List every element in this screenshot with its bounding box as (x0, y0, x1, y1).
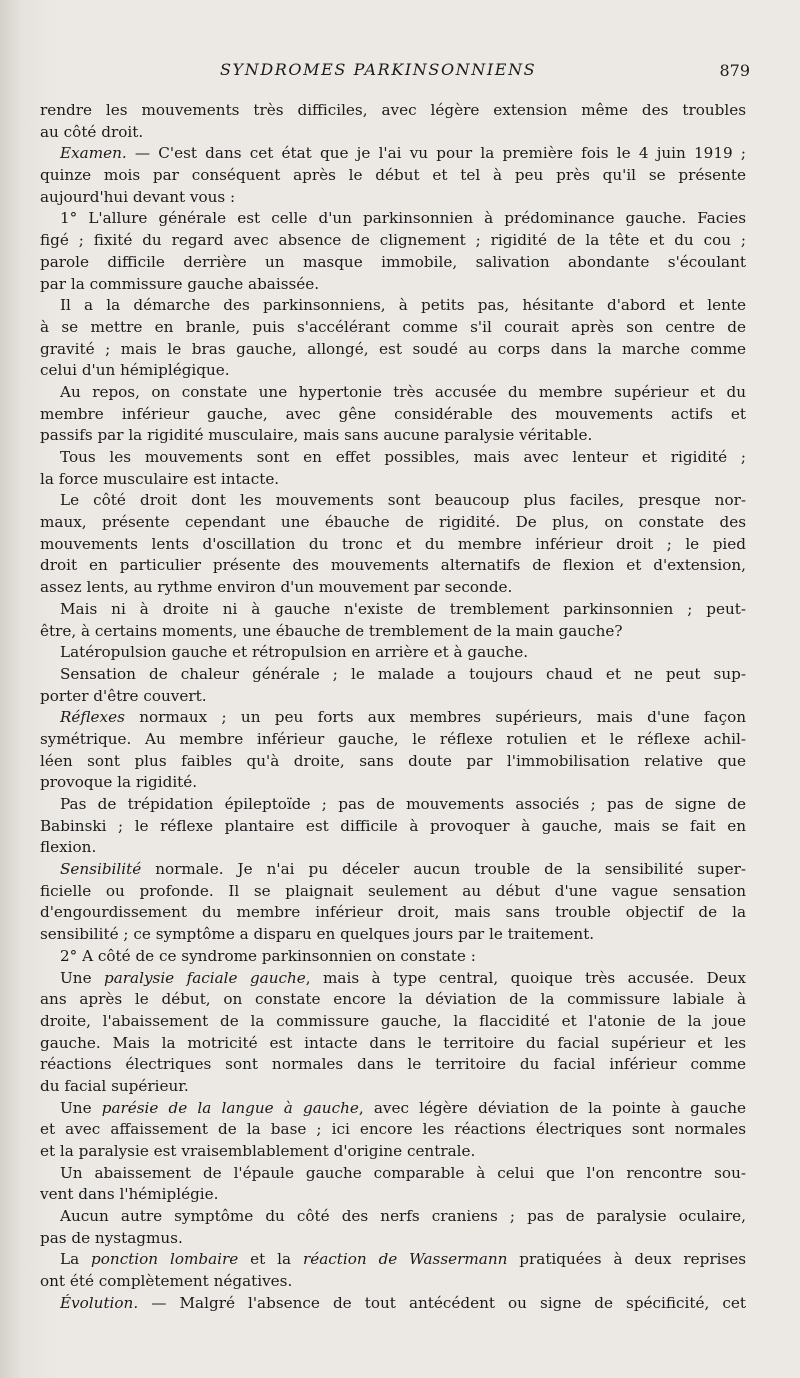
line-text: Sensation de chaleur générale ; le malade a toujours chaud et ne peut sup- (60, 664, 746, 683)
line-text: droite, l'abaissement de la commissure gauche, la flaccidité et l'atonie de la joue (40, 1011, 746, 1030)
text-line (40, 1098, 746, 1120)
text-line (40, 122, 746, 144)
line-text: du facial supérieur. (40, 1076, 189, 1095)
text-line (40, 512, 746, 534)
line-text: et la (238, 1250, 303, 1269)
text-line (40, 447, 746, 469)
text-line (40, 989, 746, 1011)
text-line (40, 1293, 746, 1315)
text-line (40, 599, 746, 621)
text-line (40, 642, 746, 664)
line-text: pas de nystagmus. (40, 1228, 183, 1247)
line-text: Une (60, 1098, 102, 1117)
line-text: quinze mois par conséquent après le début et tel à peu près qu'il se présente (40, 166, 746, 185)
text-line (40, 143, 746, 165)
text-line (40, 816, 746, 838)
text-line (40, 664, 746, 686)
line-text: à se mettre en branle, puis s'accélérant comme s'il courait après son centre de (40, 317, 746, 336)
line-text: et la paralysie est vraisemblablement d'origine centrale. (40, 1142, 476, 1160)
line-text: Tous les mouvements sont en effet possibles, mais avec lenteur et rigidité ; (60, 448, 746, 466)
text-line (40, 1011, 746, 1033)
line-text: réactions électriques sont normales dans le territoire du facial inférieur comme (40, 1055, 746, 1074)
text-line (40, 1206, 746, 1228)
text-line (40, 686, 746, 708)
text-line (40, 339, 746, 361)
line-text: par la commissure gauche abaissée. (40, 274, 320, 293)
text-line (40, 946, 746, 968)
text-line (40, 968, 746, 990)
line-text: porter d'être couvert. (40, 686, 207, 705)
text-line (40, 425, 746, 447)
line-text: provoque la rigidité. (40, 773, 198, 792)
text-line (40, 1163, 746, 1185)
text-line (40, 1184, 746, 1206)
line-text: aujourd'hui devant vous : (40, 187, 236, 206)
line-text: sensibilité ; ce symptôme a disparu en quelques jours par le traitement. (40, 925, 595, 944)
italic-text: Examen. (60, 144, 127, 163)
line-text: Au repos, on constate une hypertonie très accusée du membre supérieur et du (60, 382, 746, 401)
text-line (40, 1249, 746, 1271)
text-line (40, 165, 746, 187)
text-line (40, 1076, 746, 1098)
italic-text: réaction de Wassermann (302, 1250, 508, 1269)
text-line (40, 707, 746, 729)
text-line (40, 1271, 746, 1293)
text-line (40, 274, 746, 296)
body-text (40, 100, 746, 1315)
line-text: vent dans l'hémiplégie. (40, 1185, 219, 1204)
line-text: , mais à type central, quoique très accusée. Deux (305, 968, 746, 987)
text-line (40, 1033, 746, 1055)
line-text: Pas de trépidation épileptoïde ; pas de mouvements associés ; pas de signe de (60, 795, 746, 813)
text-line (40, 772, 746, 794)
text-line (40, 924, 746, 946)
line-text: pratiquées à deux reprises (507, 1250, 746, 1269)
line-text: rendre les mouvements très difficiles, avec légère extension même des troubles (40, 101, 746, 119)
line-text: ont été complètement négatives. (40, 1272, 293, 1291)
line-text: Latéropulsion gauche et rétropulsion en arrière et à gauche. (60, 643, 529, 662)
line-text: au côté droit. (40, 122, 144, 141)
text-line (40, 230, 746, 252)
line-text: ans après le début, on constate encore la déviation de la commissure labiale à (40, 990, 746, 1009)
text-line (40, 1228, 746, 1250)
line-text: droit en particulier présente des mouvements alternatifs de flexion et d'extension, (40, 556, 746, 575)
text-line (40, 751, 746, 773)
line-text: et avec affaissement de la base ; ici encore les réactions électriques sont normales (40, 1120, 746, 1139)
line-text: Une (60, 968, 104, 987)
line-text: flexion. (40, 838, 97, 857)
line-text: la force musculaire est intacte. (40, 469, 280, 488)
line-text: Aucun autre symptôme du côté des nerfs craniens ; pas de paralysie oculaire, (60, 1207, 746, 1226)
page-number: 879 (719, 61, 750, 80)
line-text: Un abaissement de l'épaule gauche comparable à celui que l'on rencontre sou- (60, 1163, 746, 1182)
italic-text: parésie de la langue à gauche (101, 1098, 359, 1117)
line-text: Mais ni à droite ni à gauche n'existe de tremblement parkinsonnien ; peut- (60, 599, 746, 618)
line-text: Il a la démarche des parkinsonniens, à petits pas, hésitante d'abord et lente (60, 296, 746, 315)
line-text: normale. Je n'ai pu déceler aucun trouble de la sensibilité super- (141, 860, 746, 879)
text-line (40, 621, 746, 643)
text-line (40, 577, 746, 599)
line-text: 2° A côté de ce syndrome parkinsonnien on constate : (60, 946, 476, 965)
text-line (40, 1141, 746, 1163)
text-line (40, 469, 746, 491)
text-line (40, 902, 746, 924)
line-text: La (60, 1250, 92, 1269)
line-text: d'engourdissement du membre inférieur droit, mais sans trouble objectif de la (40, 903, 746, 922)
running-title: SYNDROMES PARKINSONNIENS (220, 60, 537, 79)
text-line (40, 187, 746, 209)
text-line (40, 317, 746, 339)
line-text: mouvements lents d'oscillation du tronc et du membre inférieur droit ; le pied (40, 534, 746, 553)
line-text: normaux ; un peu forts aux membres supérieurs, mais d'une façon (124, 708, 746, 727)
line-text: gravité ; mais le bras gauche, allongé, est soudé au corps dans la marche comme (40, 339, 746, 358)
text-line (40, 555, 746, 577)
text-line (40, 360, 746, 382)
text-line (40, 729, 746, 751)
line-text: maux, présente cependant une ébauche de rigidité. De plus, on constate des (40, 513, 746, 532)
italic-text: Évolution. (60, 1293, 139, 1312)
line-text: symétrique. Au membre inférieur gauche, le réflexe rotulien et le réflexe achil- (40, 729, 746, 748)
line-text: Le côté droit dont les mouvements sont beaucoup plus faciles, presque nor- (60, 491, 746, 510)
line-text: 1° L'allure générale est celle d'un parkinsonnien à prédominance gauche. Facies (60, 209, 746, 228)
text-line (40, 490, 746, 512)
line-text: ficielle ou profonde. Il se plaignait seulement au début d'une vague sensation (40, 881, 746, 900)
page-header (40, 60, 750, 88)
line-text: Babinski ; le réflexe plantaire est difficile à provoquer à gauche, mais se fait en (40, 816, 746, 835)
text-line (40, 382, 746, 404)
line-text: — C'est dans cet état que je l'ai vu pour la première fois le 4 juin 1919 ; (126, 144, 746, 163)
italic-text: Réflexes (60, 708, 125, 727)
text-line (40, 534, 746, 556)
line-text: assez lents, au rythme environ d'un mouvement par seconde. (40, 578, 513, 597)
text-line (40, 859, 746, 881)
italic-text: ponction lombaire (91, 1250, 239, 1269)
line-text: , avec légère déviation de la pointe à gauche (358, 1098, 746, 1117)
text-line (40, 295, 746, 317)
line-text: être, à certains moments, une ébauche de tremblement de la main gauche? (40, 621, 623, 640)
text-line (40, 837, 746, 859)
text-line (40, 252, 746, 274)
line-text: membre inférieur gauche, avec gêne considérable des mouvements actifs et (40, 404, 746, 423)
text-line (40, 404, 746, 426)
line-text: figé ; fixité du regard avec absence de clignement ; rigidité de la tête et du cou ; (40, 231, 746, 250)
text-line (40, 881, 746, 903)
italic-text: Sensibilité (60, 860, 142, 879)
line-text: — Malgré l'absence de tout antécédent ou signe de spécificité, cet (138, 1293, 746, 1312)
line-text: parole difficile derrière un masque immobile, salivation abondante s'écoulant (40, 252, 746, 271)
text-line (40, 1054, 746, 1076)
line-text: gauche. Mais la motricité est intacte dans le territoire du facial supérieur et les (40, 1033, 746, 1052)
line-text: léen sont plus faibles qu'à droite, sans doute par l'immobilisation relative que (40, 751, 746, 770)
text-line (40, 208, 746, 230)
text-line (40, 794, 746, 816)
italic-text: paralysie faciale gauche (104, 968, 306, 987)
line-text: celui d'un hémiplégique. (40, 361, 230, 380)
text-line (40, 100, 746, 122)
text-line (40, 1119, 746, 1141)
line-text: passifs par la rigidité musculaire, mais sans aucune paralysie véritable. (40, 426, 593, 445)
